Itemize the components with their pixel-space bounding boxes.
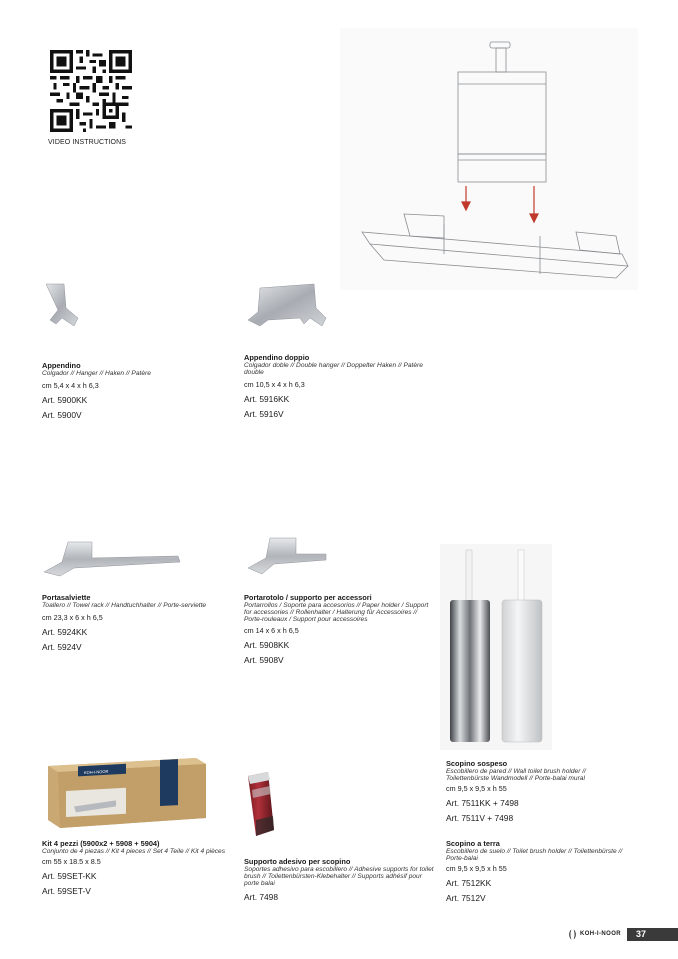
product-article: Art. 5924KK [42,627,88,638]
product-article: Art. 5908V [244,654,284,665]
product-subtitle: Escobillero de pared // Wall toilet brush holder // Toilettenbürste Wandmodell // Porte-balai mural [446,768,586,783]
product-name: Supporto adesivo per scopino [244,857,351,866]
product-article: Art. 59SET-V [42,886,91,897]
product-dimensions: cm 9,5 x 9,5 x h 55 [446,864,507,874]
product-kit-4-pezzi [42,840,232,896]
product-name: Kit 4 pezzi (5900x2 + 5908 + 5904) [42,839,160,848]
product-name: Appendino doppio [244,353,310,362]
product-scopino-a-terra [446,840,626,903]
product-subtitle: Colgador // Hanger // Haken // Patère [42,370,151,377]
product-subtitle: Soportes adhesivo para escobillero // Adhesive supports for toilet brush // Toilettenbürsten-Klebehalter // Supports adhésif pour porte balai [244,866,434,888]
installation-illustration [340,28,638,290]
page-number: 37 [636,929,647,939]
appendino-image [40,280,84,330]
kit-box-image [46,756,208,830]
product-article: Art. 5900V [42,410,82,421]
product-dimensions: cm 5,4 x 4 x h 6,3 [42,381,99,391]
svg-text:KOH-I-NOOR: KOH-I-NOOR [84,768,109,776]
product-article: Art. 5924V [42,642,82,653]
product-article: Art. 7512V [446,893,486,904]
brand-logo [567,929,621,941]
adhesive-support-image [244,770,280,840]
appendino-doppio-image [244,282,330,332]
product-appendino [42,362,217,420]
brand-mark-icon [567,929,578,940]
qr-code[interactable] [50,50,132,132]
product-article: Art. 7512KK [446,878,492,889]
product-name: Scopino a terra [446,839,500,848]
qr-label: VIDEO INSTRUCTIONS [48,139,127,146]
product-article: Art. 7498 [244,891,278,902]
product-dimensions: cm 9,5 x 9,5 x h 55 [446,784,507,794]
product-name: Portarotolo / supporto per accessori [244,593,372,602]
product-article: Art. 5900KK [42,395,88,406]
product-dimensions: cm 14 x 6 x h 6,5 [244,625,299,635]
product-name: Appendino [42,361,81,370]
product-article: Art. 7511V + 7498 [446,813,514,824]
product-dimensions: cm 10,5 x 4 x h 6,3 [244,380,305,390]
product-supporto-adesivo [244,858,434,902]
product-article: Art. 7511KK + 7498 [446,798,519,809]
product-article: Art. 5916KK [244,394,290,405]
product-appendino-doppio [244,354,429,419]
product-subtitle: Colgador doble // Double hanger // Doppelter Haken // Patère double [244,362,423,377]
portasalviette-image [38,536,184,580]
product-subtitle: Escobillero de suelo // Toilet brush holder // Toilettenbürste // Porte-balai [446,848,623,863]
product-article: Art. 5908KK [244,639,290,650]
product-subtitle: Portarrollos / Soporte para accesorios // Paper holder / Support for accessories // Rollenhalter / Halterung für Accessoires // Porte-rouleaux / Support pour accessoires [244,602,429,624]
product-portarotolo [244,594,432,665]
product-name: Portasalviette [42,593,91,602]
product-scopino-sospeso [446,760,626,823]
page-number-tab [627,928,678,941]
toilet-brush-holders-image [440,544,552,750]
product-article: Art. 59SET-KK [42,871,97,882]
product-subtitle: Toallero // Towel rack // Handtuchhalter // Porte-serviette [42,602,207,609]
product-name: Scopino sospeso [446,759,508,768]
product-portasalviette [42,594,217,652]
product-subtitle: Conjunto de 4 piezas // Kit 4 pieces // Set 4 Teile // Kit 4 pièces [42,848,226,855]
product-article: Art. 5916V [244,409,284,420]
portarotolo-image [246,534,330,578]
brand-name: KOH-I-NOOR [580,931,621,937]
product-dimensions: cm 55 x 18.5 x 8.5 [42,857,101,867]
product-dimensions: cm 23,3 x 6 x h 6,5 [42,613,103,623]
